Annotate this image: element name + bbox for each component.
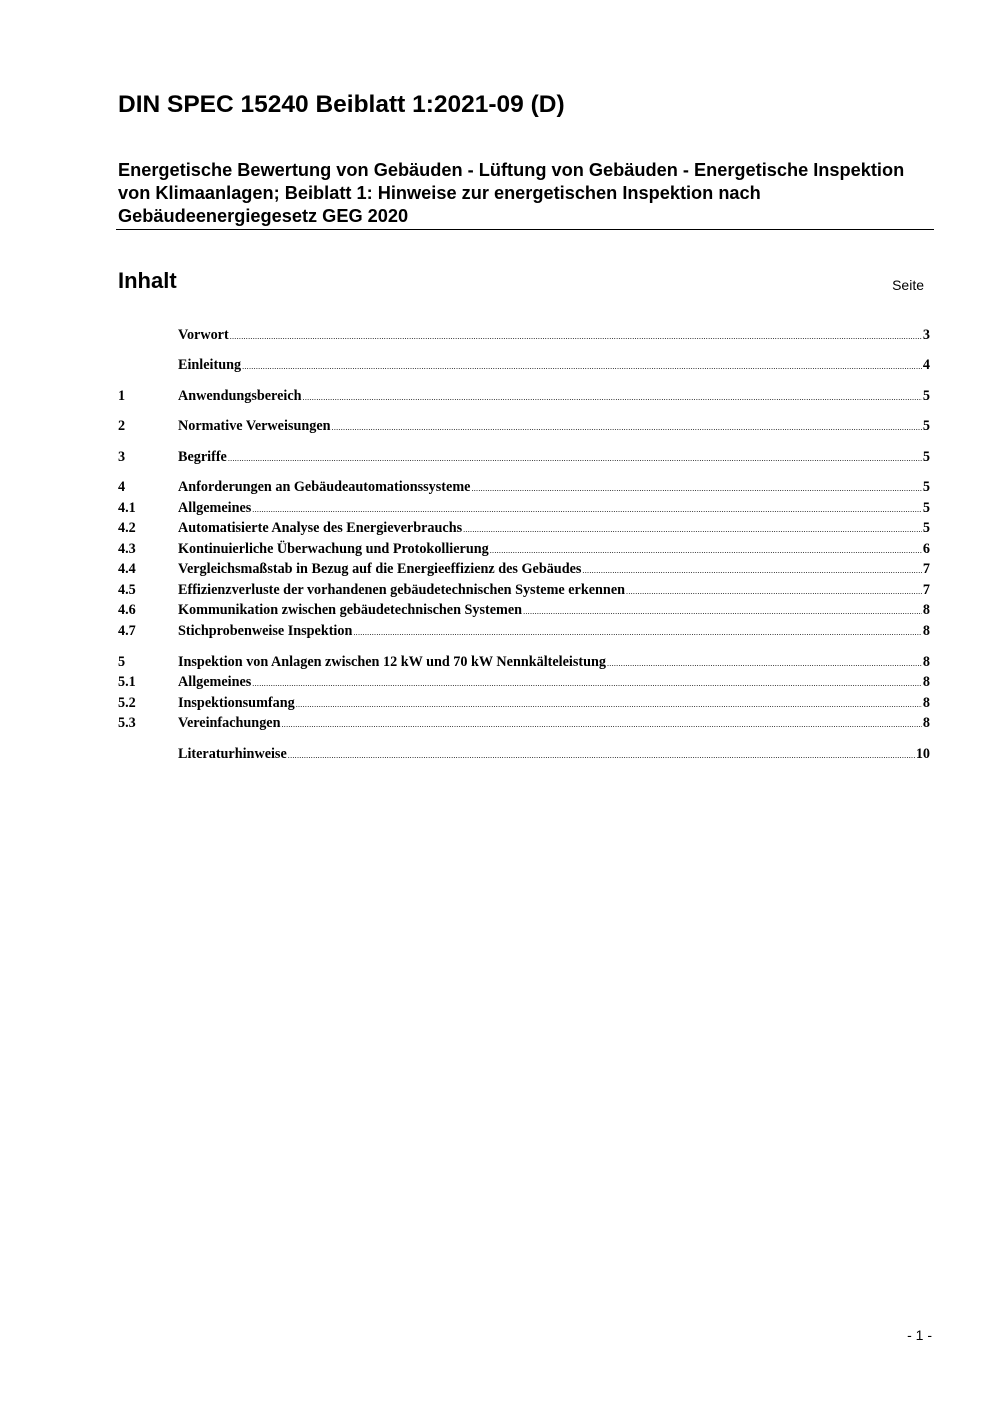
toc-entry-title: Allgemeines [178,500,252,516]
toc-entry-title: Literaturhinweise [178,746,287,762]
toc-entry-number: 1 [118,388,126,404]
toc-entry-page: 5 [922,479,930,495]
toc-entry[interactable] [118,745,930,765]
toc-entry[interactable] [118,356,930,376]
toc-entry-number: 4 [118,479,126,495]
toc-entry[interactable] [118,653,930,673]
toc-leader-dots [607,655,922,673]
toc-leader-dots [523,603,922,621]
toc-entry-title: Vorwort [178,327,229,343]
toc-entry[interactable] [118,326,930,346]
toc-entry[interactable] [118,519,930,539]
toc-leader-dots [288,747,915,765]
toc-entry[interactable] [118,478,930,498]
toc-entry-page: 6 [922,541,930,557]
toc-entry-title: Begriffe [178,449,227,465]
toc-entry[interactable] [118,499,930,519]
toc-entry-number: 4.4 [118,561,136,577]
toc-entry-page: 5 [922,418,930,434]
toc-entry[interactable] [118,601,930,621]
toc-entry-page: 7 [922,582,930,598]
toc-leader-dots [230,328,922,346]
toc-entry-page: 8 [922,623,930,639]
toc-entry[interactable] [118,417,930,437]
toc-leader-dots [332,419,922,437]
toc-heading: Inhalt [118,268,177,293]
toc-entry-page: 8 [922,654,930,670]
toc-leader-dots [252,501,922,519]
toc-page-column-label: Seite [892,277,924,293]
toc-entry-title: Automatisierte Analyse des Energieverbrauchs [178,520,463,536]
toc-entry-page: 7 [922,561,930,577]
toc-entry-page: 5 [922,520,930,536]
toc-entry-number: 4.6 [118,602,136,618]
toc-entry-page: 10 [915,746,930,762]
toc-entry-number: 4.3 [118,541,136,557]
toc-entry-page: 4 [922,357,930,373]
toc-entry[interactable] [118,714,930,734]
toc-leader-dots [353,624,922,642]
page-number: - 1 - [907,1327,932,1343]
toc-leader-dots [582,562,921,580]
toc-entry-title: Inspektion von Anlagen zwischen 12 kW und 70 kW Nennkälteleistung [178,654,606,670]
toc-leader-dots [281,716,921,734]
toc-entry-title: Allgemeines [178,674,252,690]
toc-leader-dots [228,450,922,468]
toc-leader-dots [626,583,922,601]
toc-entry-page: 3 [922,327,930,343]
toc-entry-number: 4.2 [118,520,136,536]
toc-entry-title: Anforderungen an Gebäudeautomationssysteme [178,479,471,495]
toc-leader-dots [471,480,921,498]
toc-entry-number: 2 [118,418,126,434]
toc-entry-number: 5.2 [118,695,136,711]
toc-entry-page: 8 [922,715,930,731]
toc-entry-title: Kontinuierliche Überwachung und Protokollierung [178,541,489,557]
document-subtitle: Energetische Bewertung von Gebäuden - Lüftung von Gebäuden - Energetische Inspektion von Klimaanlagen; Beiblatt 1: Hinweise zur energetischen Inspektion nach Gebäudeenergiegesetz GEG 2020 [118,160,905,226]
toc-entry-number: 4.7 [118,623,136,639]
toc-entry[interactable] [118,622,930,642]
toc-entry[interactable] [118,694,930,714]
toc-entry[interactable] [118,581,930,601]
toc-entry-page: 8 [922,602,930,618]
toc-entry-page: 5 [922,388,930,404]
toc-leader-dots [490,542,922,560]
toc-entry-page: 8 [922,674,930,690]
toc-entry-number: 4.1 [118,500,136,516]
toc-leader-dots [296,696,922,714]
toc-entry-title: Vergleichsmaßstab in Bezug auf die Energieeffizienz des Gebäudes [178,561,582,577]
toc-entry-title: Einleitung [178,357,242,373]
toc-entry-page: 5 [922,449,930,465]
toc-entry[interactable] [118,560,930,580]
toc-entry-page: 5 [922,500,930,516]
toc-entry-number: 5.3 [118,715,136,731]
toc-entry-title: Normative Verweisungen [178,418,331,434]
toc-entry-title: Effizienzverluste der vorhandenen gebäudetechnischen Systeme erkennen [178,582,626,598]
toc-entry-title: Inspektionsumfang [178,695,295,711]
toc-entry-title: Kommunikation zwischen gebäudetechnischen Systemen [178,602,523,618]
toc-leader-dots [252,675,922,693]
toc-entry-number: 3 [118,449,126,465]
document-title: DIN SPEC 15240 Beiblatt 1:2021-09 (D) [118,91,565,118]
toc-entry[interactable] [118,540,930,560]
toc-entry[interactable] [118,448,930,468]
table-of-contents [118,0,930,800]
toc-entry-page: 8 [922,695,930,711]
toc-leader-dots [242,358,922,376]
toc-entry-number: 5 [118,654,126,670]
toc-leader-dots [463,521,922,539]
toc-entry-title: Anwendungsbereich [178,388,302,404]
toc-entry-title: Stichprobenweise Inspektion [178,623,353,639]
toc-entry[interactable] [118,387,930,407]
toc-entry-number: 4.5 [118,582,136,598]
toc-entry-title: Vereinfachungen [178,715,281,731]
toc-entry-number: 5.1 [118,674,136,690]
toc-entry[interactable] [118,673,930,693]
toc-leader-dots [303,389,922,407]
